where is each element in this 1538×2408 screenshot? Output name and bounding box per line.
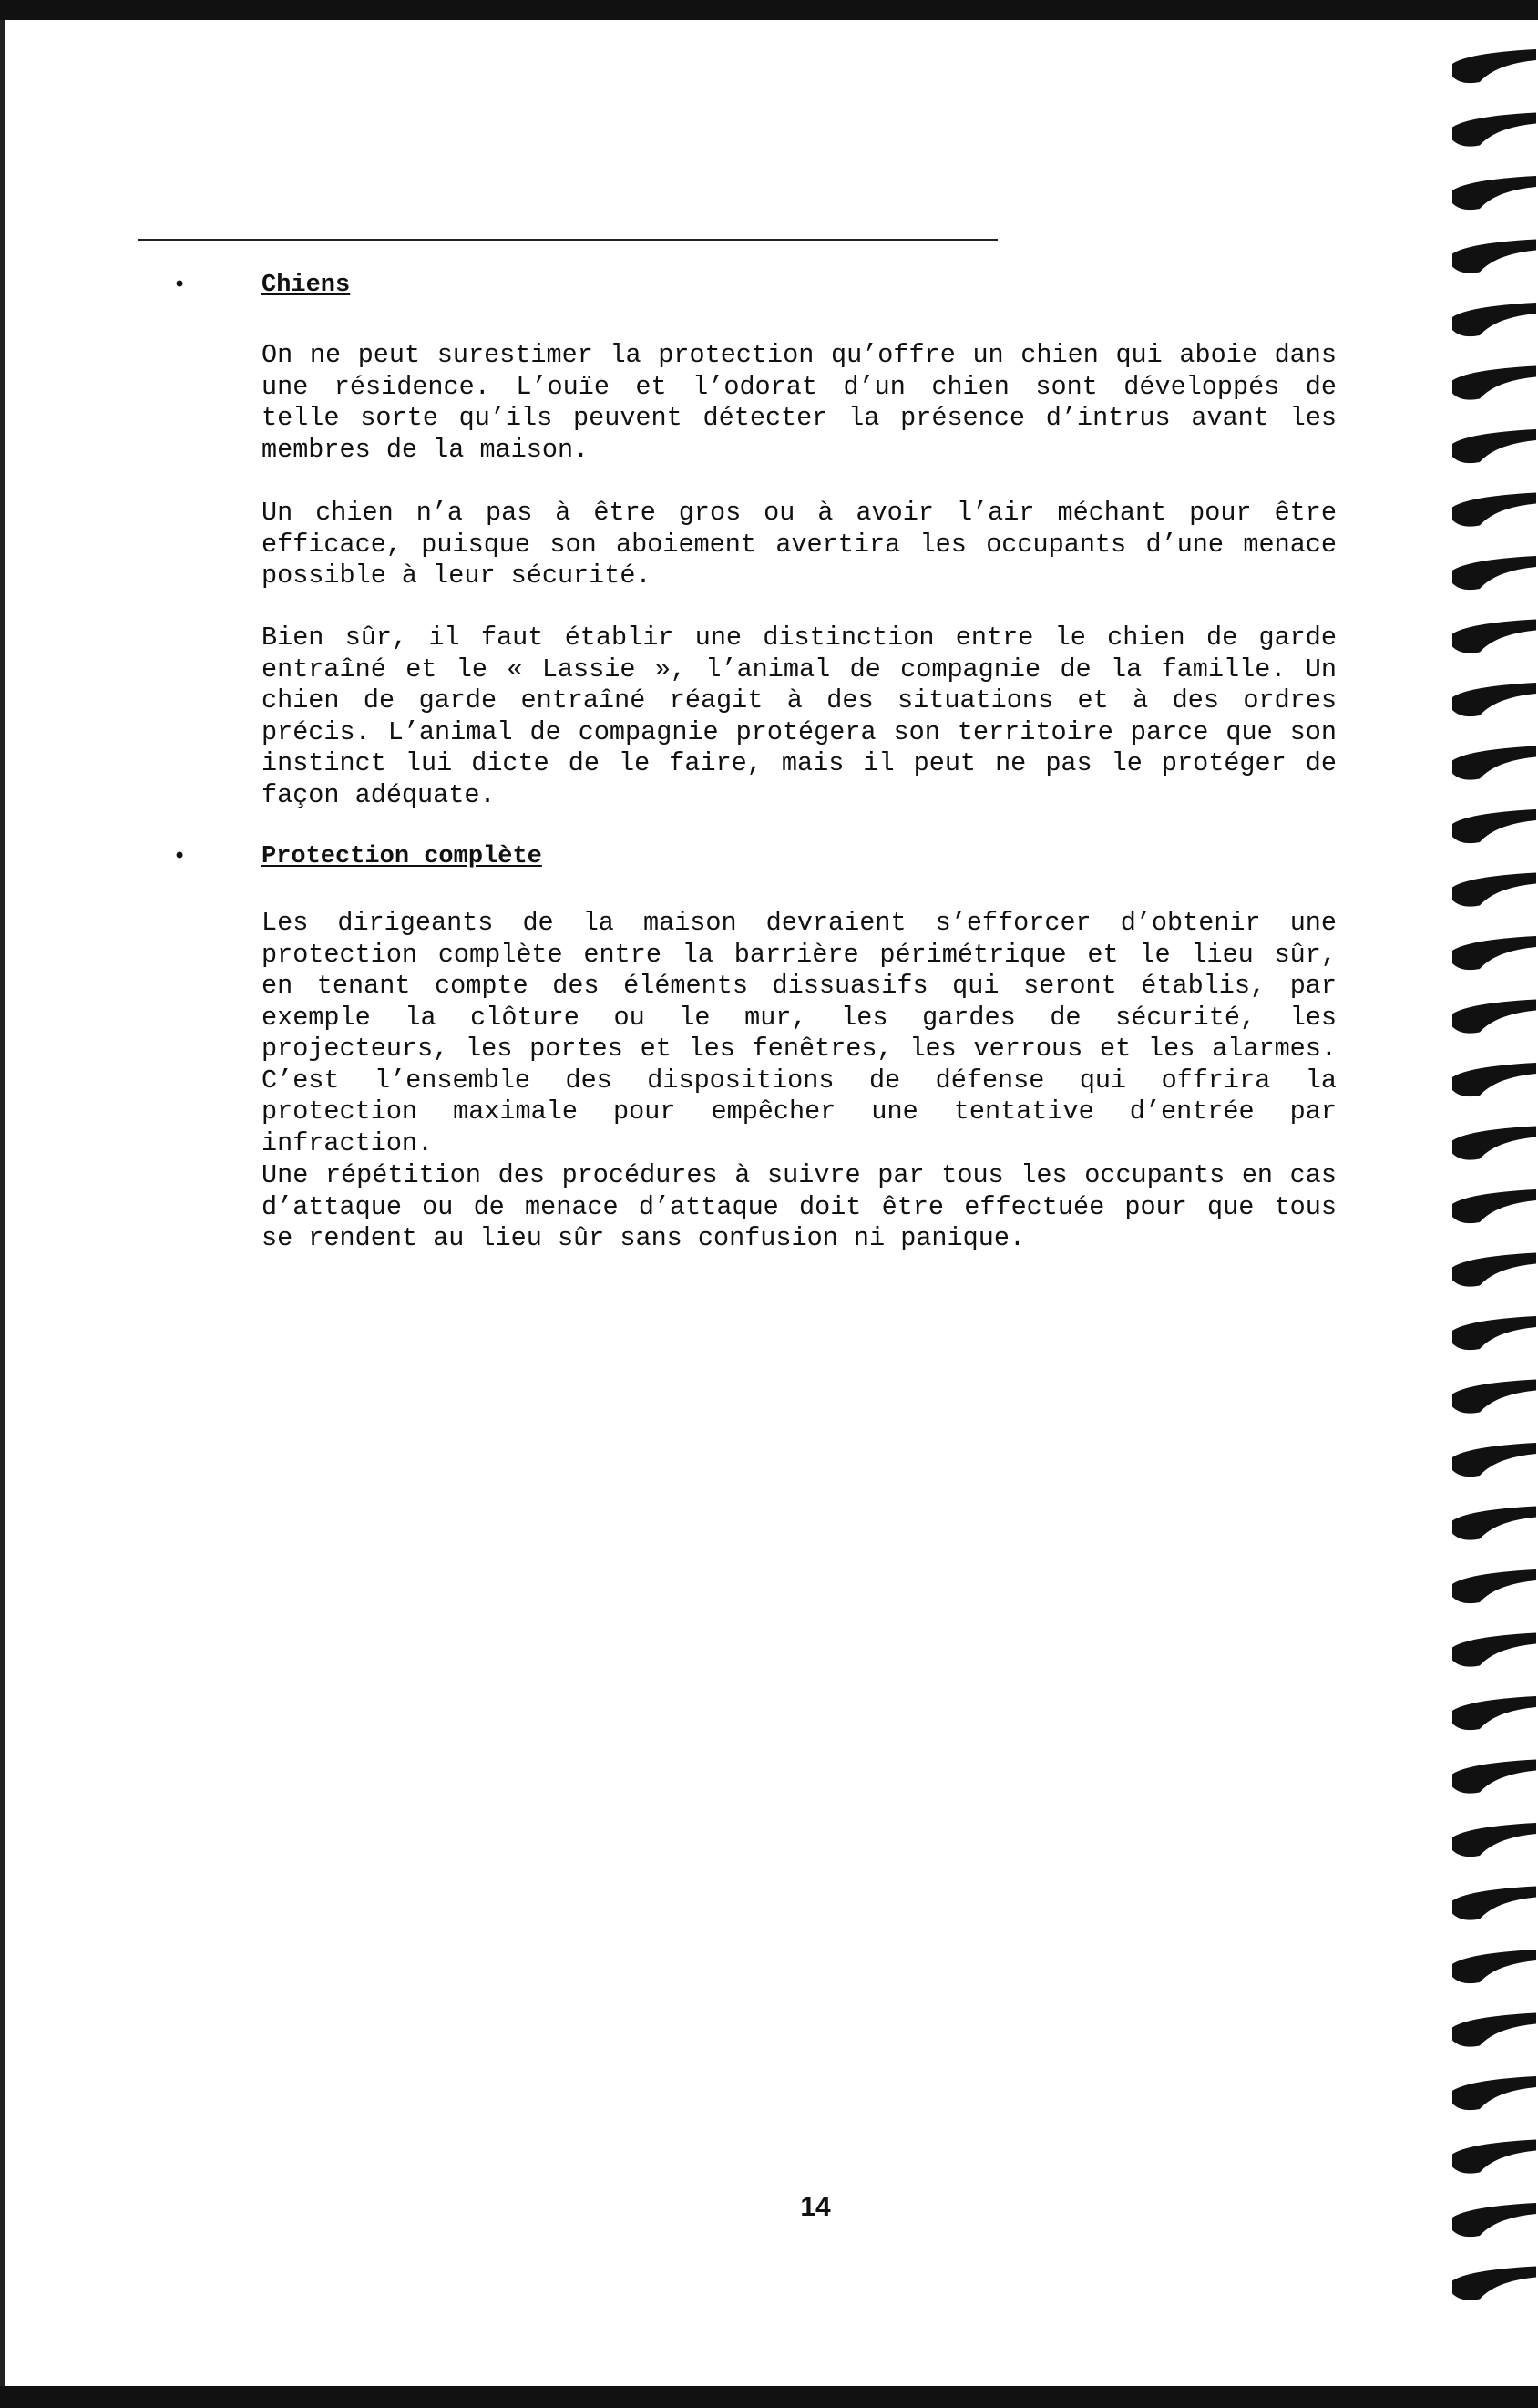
section-bullet: •	[173, 272, 187, 297]
header-rule	[138, 239, 998, 241]
binding-coil	[1452, 1000, 1536, 1034]
binding-coil	[1452, 556, 1536, 590]
binding-coil	[1452, 1380, 1536, 1414]
binding-coil	[1452, 2076, 1536, 2110]
paragraph: Les dirigeants de la maison devraient s’efforcer d’obtenir une protection complète entre la barrière périmétrique et le lieu sûr, en tenant compte des éléments dissuasifs qui seront établis, par exemple la clôture ou le mur, les gardes de sécurité, les projecteurs, les portes et les fenêtres, les verrous et les alarmes. C’est l’ensemble des dispositions de défense qui offrira la protection maximale pour empêcher une tentative d’entrée par infraction.	[261, 908, 1337, 1158]
binding-coil	[1452, 1253, 1536, 1287]
binding-coil	[1452, 1443, 1536, 1477]
spiral-binding-graphic	[1441, 36, 1538, 2379]
scan-left-edge	[0, 20, 5, 2386]
binding-coil	[1452, 429, 1536, 463]
binding-coil	[1452, 683, 1536, 716]
section-heading-protection-complete: Protection complète	[261, 843, 542, 870]
binding-coil	[1452, 1127, 1536, 1160]
binding-coil	[1452, 2013, 1536, 2047]
binding-coil	[1452, 240, 1536, 273]
binding-coil	[1452, 1823, 1536, 1857]
binding-coil	[1452, 1887, 1536, 1920]
binding-coil	[1452, 493, 1536, 527]
binding-coil	[1452, 366, 1536, 400]
binding-coil	[1452, 1696, 1536, 1730]
binding-coil	[1452, 2203, 1536, 2237]
binding-coil	[1452, 1633, 1536, 1667]
binding-coil	[1452, 873, 1536, 907]
paragraph: Un chien n’a pas à être gros ou à avoir l’air méchant pour être efficace, puisque son aboiement avertira les occupants d’une menace possible à leur sécurité.	[261, 498, 1337, 591]
scan-top-edge	[0, 0, 1538, 20]
binding-coil	[1452, 1760, 1536, 1794]
binding-coil	[1452, 1950, 1536, 1983]
binding-coil	[1452, 809, 1536, 843]
section-heading-chiens: Chiens	[261, 272, 351, 299]
paragraph: On ne peut surestimer la protection qu’offre un chien qui aboie dans une résidence. L’ouïe et l’odorat d’un chien sont développés de telle sorte qu’ils peuvent détecter la présence d’intrus avant les membres de la maison.	[261, 340, 1337, 465]
section-bullet: •	[173, 843, 187, 869]
binding-coil	[1452, 303, 1536, 336]
binding-coil	[1452, 1507, 1536, 1540]
binding-coil	[1452, 1063, 1536, 1096]
binding-coil	[1452, 113, 1536, 147]
paragraph: Une répétition des procédures à suivre par tous les occupants en cas d’attaque ou de menace d’attaque doit être effectuée pour que tous se rendent au lieu sûr sans confusion ni panique.	[261, 1160, 1337, 1253]
binding-coil	[1452, 1189, 1536, 1223]
binding-coil	[1452, 746, 1536, 780]
binding-coil	[1452, 49, 1536, 83]
binding-coil	[1452, 2140, 1536, 2174]
page-number: 14	[800, 2192, 831, 2222]
binding-coil	[1452, 620, 1536, 653]
binding-coil	[1452, 1569, 1536, 1603]
binding-coil	[1452, 2267, 1536, 2300]
binding-coil	[1452, 1316, 1536, 1350]
binding-coil	[1452, 936, 1536, 970]
paragraph: Bien sûr, il faut établir une distinction entre le chien de garde entraîné et le « Lassie », l’animal de compagnie de la famille. Un chien de garde entraîné réagit à des situations et à des ordres précis. L’animal de compagnie protégera son territoire parce que son instinct lui dicte de le faire, mais il peut ne pas le protéger de façon adéquate.	[261, 623, 1337, 810]
scan-bottom-edge	[0, 2386, 1538, 2408]
binding-coil	[1452, 176, 1536, 210]
